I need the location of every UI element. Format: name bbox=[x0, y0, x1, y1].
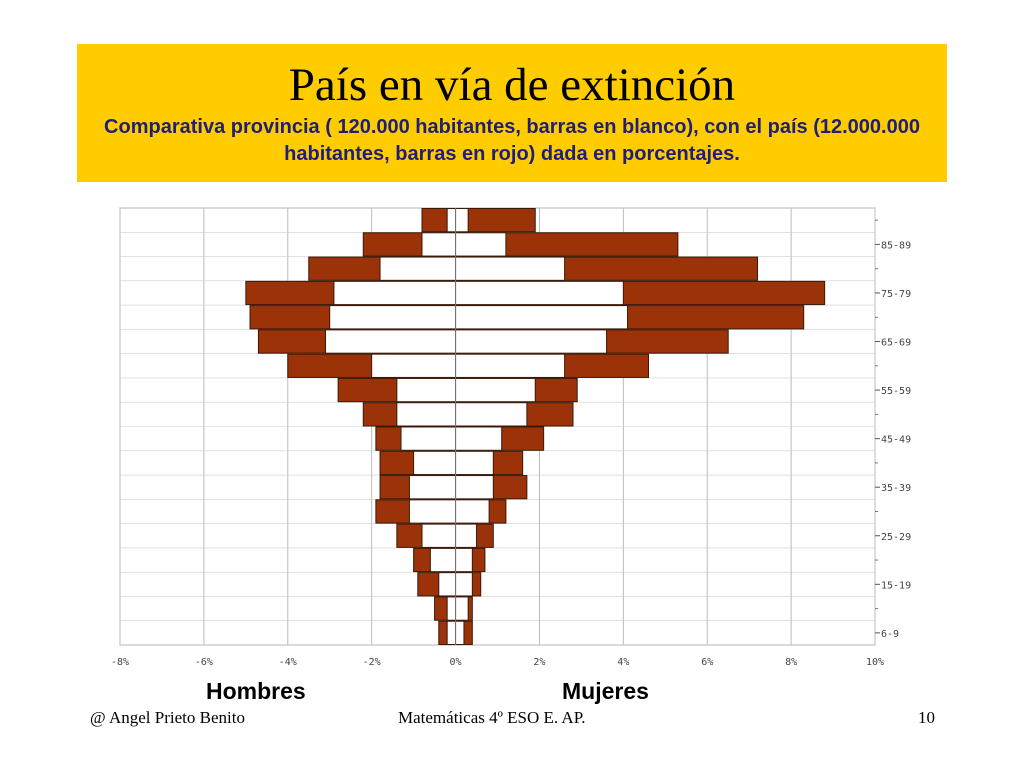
x-tick-label: -6% bbox=[194, 657, 213, 668]
province-bar bbox=[430, 548, 455, 571]
province-bar bbox=[456, 524, 477, 547]
y-tick-label: 75-79 bbox=[881, 288, 912, 300]
y-tick-label: 55-59 bbox=[881, 386, 912, 398]
page-subtitle: Comparativa provincia ( 120.000 habitantes, barras en blanco), con el país (12.000.000 habitantes, barras en rojo) dada en porcentajes. bbox=[104, 116, 920, 165]
province-bar bbox=[326, 330, 456, 353]
x-tick-label: 6% bbox=[701, 657, 714, 668]
province-bar bbox=[414, 451, 456, 474]
province-bar bbox=[422, 233, 456, 256]
province-bar bbox=[372, 354, 456, 377]
province-bar bbox=[456, 451, 494, 474]
province-bar bbox=[456, 354, 565, 377]
province-bar bbox=[330, 306, 456, 329]
province-bar bbox=[380, 257, 456, 280]
province-bar bbox=[397, 403, 456, 426]
y-tick-label: 6-9 bbox=[881, 628, 900, 640]
province-bar bbox=[447, 209, 455, 232]
y-tick-label: 25-29 bbox=[881, 531, 912, 543]
province-bar bbox=[456, 257, 565, 280]
province-bar bbox=[456, 403, 527, 426]
x-tick-label: 10% bbox=[865, 657, 885, 668]
province-bar bbox=[456, 476, 494, 499]
y-tick-label: 15-19 bbox=[881, 580, 912, 592]
women-label: Mujeres bbox=[562, 678, 649, 704]
x-tick-label: 8% bbox=[785, 657, 798, 668]
x-tick-label: 2% bbox=[533, 657, 546, 668]
province-bar bbox=[456, 281, 624, 304]
province-bar bbox=[456, 306, 628, 329]
province-bar bbox=[456, 209, 469, 232]
province-bar bbox=[409, 476, 455, 499]
province-bar bbox=[397, 378, 456, 401]
province-bar bbox=[456, 330, 607, 353]
province-bar bbox=[456, 233, 506, 256]
province-bar bbox=[456, 573, 473, 596]
x-tick-label: 4% bbox=[617, 657, 630, 668]
x-tick-label: -8% bbox=[110, 657, 130, 668]
men-label: Hombres bbox=[206, 678, 306, 704]
province-bar bbox=[334, 281, 456, 304]
footer-course: Matemáticas 4º ESO E. AP. bbox=[398, 708, 586, 727]
province-bar bbox=[447, 597, 455, 620]
province-bar bbox=[456, 427, 502, 450]
province-bar bbox=[422, 524, 456, 547]
province-bar bbox=[401, 427, 456, 450]
footer-author: @ Angel Prieto Benito bbox=[90, 708, 245, 727]
province-bar bbox=[409, 500, 455, 523]
x-tick-label: -4% bbox=[278, 657, 297, 668]
x-tick-label: 0% bbox=[449, 657, 462, 668]
y-tick-label: 85-89 bbox=[881, 240, 912, 252]
province-bar bbox=[447, 621, 455, 644]
x-tick-label: -2% bbox=[362, 657, 381, 668]
province-bar bbox=[439, 573, 456, 596]
province-bar bbox=[456, 548, 473, 571]
page-title: País en vía de extinción bbox=[288, 59, 736, 111]
y-tick-label: 35-39 bbox=[881, 483, 912, 495]
province-bar bbox=[456, 621, 464, 644]
province-bar bbox=[456, 500, 490, 523]
province-bar bbox=[456, 597, 469, 620]
province-bar bbox=[456, 378, 536, 401]
y-tick-label: 65-69 bbox=[881, 337, 912, 349]
footer-page-number: 10 bbox=[918, 708, 935, 727]
y-tick-label: 45-49 bbox=[881, 434, 912, 446]
